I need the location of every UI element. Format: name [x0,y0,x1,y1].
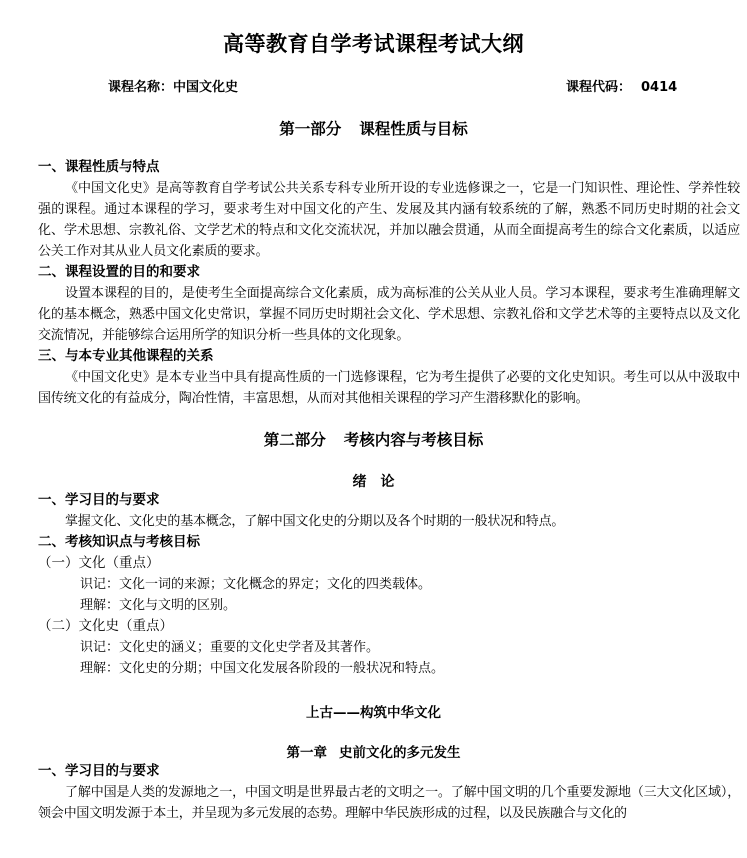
knowledge-point: 理解：文化史的分期；中国文化发展各阶段的一般状况和特点。 [80,661,445,676]
subsection-title: （一）文化（重点） [38,555,160,571]
part2-name: 考核内容与考核目标 [343,431,484,449]
section-heading: 一、学习目的与要求 [38,492,160,508]
knowledge-point: 理解：文化与文明的区别。 [80,598,237,613]
chapter1-title [0,741,747,761]
knowledge-point: 识记：文化一词的来源；文化概念的界定；文化的四类载体。 [80,577,432,592]
section-heading: 三、与本专业其他课程的关系 [38,348,214,364]
section-heading: 一、课程性质与特点 [38,159,160,175]
section-paragraph: 掌握文化、文化史的基本概念，了解中国文化史的分期以及各个时期的一般状况和特点。 [65,514,565,529]
intro-content [38,490,740,679]
part1-label: 第一部分 [279,120,342,138]
section-paragraph: 设置本课程的目的，是使考生全面提高综合文化素质，成为高标准的公关从业人员。学习本课程，要求考生准确理解文化的基本概念，熟悉中国文化史常识，掌握不同历史时期社会文化、学术思想、宗教礼俗和文学艺术等的主要特点以及文化交流情况，并能够综合运用所学的知识分析一些具体的文化现象。 [38,286,740,343]
course-code-group [566,76,677,95]
part1-name: 课程性质与目标 [359,120,468,138]
part2-title [0,428,747,450]
course-name: 课程名称：中国文化史 [108,80,239,95]
document-title: 高等教育自学考试课程考试大纲 [223,32,524,56]
knowledge-point: 识记：文化史的涵义；重要的文化史学者及其著作。 [80,640,380,655]
part2-label: 第二部分 [263,431,326,449]
section-paragraph: 《中国文化史》是高等教育自学考试公共关系专科专业所开设的专业选修课之一，它是一门知识性、理论性、学养性较强的课程。通过本课程的学习，要求考生对中国文化的产生、发展及其内涵有较系统的了解，熟悉不同历史时期的社会文化、学术思想、宗教礼俗、文学艺术的特点和文化交流状况，并加以融会贯通，从而全面提高考生的综合文化素质，以适应公关工作对其从业人员文化素质的要求。 [38,181,740,259]
part1-content [38,157,740,409]
section-paragraph: 了解中国是人类的发源地之一，中国文明是世界最古老的文明之一。了解中国文明的几个重要发源地（三大文化区域），领会中国文明发源于本土，并呈现为多元发展的态势。理解中华民族形成的过程，以及民族融合与文化的 [38,785,740,821]
part1-title [0,117,747,139]
section-heading: 二、考核知识点与考核目标 [38,534,200,550]
subsection-title: （二）文化史（重点） [38,618,173,634]
course-code-label: 课程代码： [566,80,632,95]
chapter1-content [38,761,740,824]
course-code: 0414 [641,80,678,95]
intro-title: 绪论 [352,474,409,490]
era-title: 上古——构筑中华文化 [306,705,441,721]
chapter1-label: 第一章 [286,745,327,761]
chapter1-name: 史前文化的多元发生 [339,745,461,761]
section-paragraph: 《中国文化史》是本专业当中具有提高性质的一门选修课程，它为考生提供了必要的文化史知识。考生可以从中汲取中国传统文化的有益成分，陶冶性情，丰富思想，从而对其他相关课程的学习产生潜移默化的影响。 [38,370,740,406]
section-heading: 二、课程设置的目的和要求 [38,264,200,280]
section-heading: 一、学习目的与要求 [38,763,160,779]
